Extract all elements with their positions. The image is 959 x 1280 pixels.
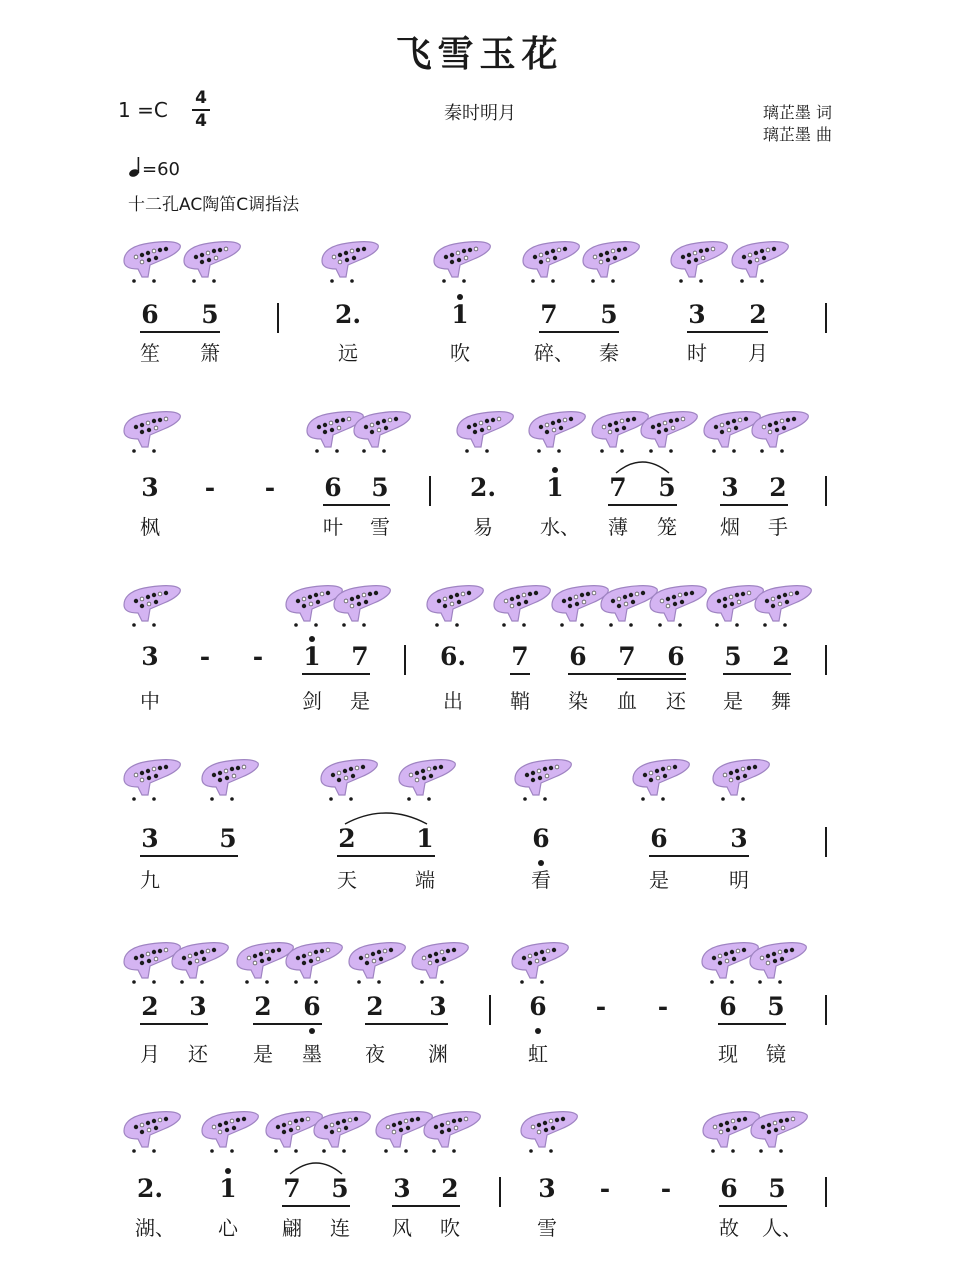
lyric: 月 xyxy=(748,341,768,365)
lyric: 手 xyxy=(768,515,788,539)
lyric: 水、 xyxy=(540,515,580,539)
note: 5 xyxy=(724,642,742,671)
ocarina-fingering-icon xyxy=(453,407,517,459)
ocarina-fingering-icon xyxy=(525,407,589,459)
lyric: 镜 xyxy=(766,1042,786,1066)
note: 2 xyxy=(366,992,384,1021)
beam-underline xyxy=(608,504,677,506)
ocarina-fingering-icon xyxy=(317,755,381,807)
note: 5 xyxy=(201,300,219,329)
ocarina-fingering-icon xyxy=(345,938,409,990)
note: 2 xyxy=(338,824,356,853)
lyricist-credit: 璃芷墨 词 xyxy=(762,103,832,122)
beam-underline xyxy=(720,504,788,506)
lyric: 雪 xyxy=(537,1216,557,1240)
ocarina-fingering-icon xyxy=(430,237,494,289)
lyric: 墨 xyxy=(302,1042,322,1066)
hold-dash: - xyxy=(252,642,264,671)
bar-line xyxy=(825,303,827,333)
ocarina-fingering-icon xyxy=(646,581,710,633)
lyric: 故 xyxy=(719,1216,739,1240)
beam-underline xyxy=(719,1205,787,1207)
note: 1 xyxy=(303,642,321,671)
lyric: 叶 xyxy=(323,515,343,539)
beam-underline xyxy=(718,1023,786,1025)
ocarina-fingering-icon xyxy=(517,1107,581,1159)
bar-line xyxy=(825,476,827,506)
beam-underline xyxy=(568,673,686,675)
ocarina-fingering-icon xyxy=(282,938,346,990)
lyric: 吹 xyxy=(440,1216,460,1240)
note: 5 xyxy=(600,300,618,329)
ocarina-fingering-icon xyxy=(330,581,394,633)
beam-underline xyxy=(140,1023,208,1025)
lyric: 是 xyxy=(723,689,743,713)
bar-line xyxy=(825,645,827,675)
ocarina-fingering-icon xyxy=(746,938,810,990)
beam-underline xyxy=(337,855,435,857)
note: 5 xyxy=(331,1174,349,1203)
tempo-marking xyxy=(128,156,180,180)
note: 7 xyxy=(511,642,529,671)
lyric: 月 xyxy=(140,1042,160,1066)
lyric: 笙 xyxy=(140,341,160,365)
lyric: 人、 xyxy=(762,1216,802,1240)
note: 3 xyxy=(730,824,748,853)
note: 7 xyxy=(618,642,636,671)
lyric: 虹 xyxy=(528,1042,548,1066)
lyric: 还 xyxy=(666,689,686,713)
lyric: 远 xyxy=(338,341,358,365)
lyric: 秦 xyxy=(599,341,619,365)
time-signature-top: 4 xyxy=(195,88,207,108)
beam-underline xyxy=(140,855,238,857)
lyric: 舞 xyxy=(771,689,791,713)
high-octave-dot xyxy=(225,1168,231,1174)
ocarina-fingering-icon xyxy=(579,237,643,289)
ocarina-fingering-icon xyxy=(120,755,184,807)
beam-underline xyxy=(302,673,370,675)
lyric: 端 xyxy=(415,868,435,892)
note: 6 xyxy=(303,992,321,1021)
note: 3 xyxy=(141,642,159,671)
note: 3 xyxy=(721,473,739,502)
note: 2 xyxy=(769,473,787,502)
beam-underline xyxy=(365,1023,448,1025)
bar-line xyxy=(825,995,827,1025)
note: 5 xyxy=(658,473,676,502)
bar-line xyxy=(499,1177,501,1207)
lyric: 心 xyxy=(218,1216,238,1240)
lyric: 湖、 xyxy=(135,1216,175,1240)
note: 2 xyxy=(254,992,272,1021)
note: 6 xyxy=(529,992,547,1021)
note: 1 xyxy=(451,300,469,329)
note: 3 xyxy=(429,992,447,1021)
hold-dash: - xyxy=(595,992,607,1021)
lyric: 九 xyxy=(140,868,160,892)
song-title: 飞雪玉花 xyxy=(395,34,564,75)
note: 2. xyxy=(469,473,497,502)
composer-credit: 璃芷墨 曲 xyxy=(762,125,832,144)
note: 5 xyxy=(767,992,785,1021)
note: 7 xyxy=(283,1174,301,1203)
note: 6 xyxy=(667,642,685,671)
note: 6 xyxy=(719,992,737,1021)
ocarina-fingering-icon xyxy=(420,1107,484,1159)
ocarina-fingering-icon xyxy=(728,237,792,289)
note: 2. xyxy=(334,300,362,329)
lyric: 明 xyxy=(729,868,749,892)
lyric: 风 xyxy=(392,1216,412,1240)
lyric: 中 xyxy=(140,689,160,713)
note: 5 xyxy=(371,473,389,502)
key-signature: 1 =C xyxy=(118,98,168,122)
high-octave-dot xyxy=(309,636,315,642)
lyric: 雪 xyxy=(370,515,390,539)
note: 1 xyxy=(219,1174,237,1203)
lyric: 剑 xyxy=(302,689,322,713)
bar-line xyxy=(825,827,827,857)
ocarina-fingering-icon xyxy=(508,938,572,990)
ocarina-fingering-icon xyxy=(350,407,414,459)
note: 6 xyxy=(650,824,668,853)
hold-dash: - xyxy=(199,642,211,671)
slur-arc xyxy=(342,806,430,826)
beam-underline xyxy=(323,504,390,506)
high-octave-dot xyxy=(552,467,558,473)
note: 5 xyxy=(768,1174,786,1203)
ocarina-fingering-icon xyxy=(667,237,731,289)
bar-line xyxy=(825,1177,827,1207)
lyric: 箫 xyxy=(200,341,220,365)
note: 6. xyxy=(439,642,467,671)
lyric: 现 xyxy=(718,1042,738,1066)
time-signature xyxy=(190,88,212,132)
note: 6 xyxy=(720,1174,738,1203)
lyric: 吹 xyxy=(450,341,470,365)
bar-line xyxy=(277,303,279,333)
time-signature-bottom: 4 xyxy=(195,111,207,131)
hold-dash: - xyxy=(660,1174,672,1203)
ocarina-fingering-icon xyxy=(180,237,244,289)
note: 5 xyxy=(219,824,237,853)
low-octave-dot xyxy=(535,1028,541,1034)
beam-underline xyxy=(253,1023,322,1025)
lyric: 是 xyxy=(649,868,669,892)
lyric: 连 xyxy=(330,1216,350,1240)
slur-arc xyxy=(613,455,672,475)
ocarina-fingering-icon xyxy=(198,755,262,807)
ocarina-fingering-icon xyxy=(490,581,554,633)
note: 7 xyxy=(351,642,369,671)
subtitle: 秦时明月 xyxy=(444,103,516,124)
note: 6 xyxy=(569,642,587,671)
ocarina-fingering-icon xyxy=(637,407,701,459)
ocarina-fingering-icon xyxy=(310,1107,374,1159)
lyric: 看 xyxy=(531,868,551,892)
lyric: 枫 xyxy=(140,515,160,539)
beam-underline xyxy=(649,855,749,857)
beam-underline xyxy=(282,1205,350,1207)
note: 2 xyxy=(441,1174,459,1203)
note: 3 xyxy=(141,824,159,853)
quarter-note-icon xyxy=(128,156,142,178)
ocarina-fingering-icon xyxy=(120,1107,184,1159)
fingering-label: 十二孔AC陶笛C调指法 xyxy=(128,195,300,215)
ocarina-fingering-icon xyxy=(511,755,575,807)
note: 3 xyxy=(688,300,706,329)
ocarina-fingering-icon xyxy=(629,755,693,807)
hold-dash: - xyxy=(264,473,276,502)
note: 1 xyxy=(416,824,434,853)
note: 1 xyxy=(546,473,564,502)
lyric: 薄 xyxy=(608,515,628,539)
beam-underline xyxy=(392,1205,460,1207)
ocarina-fingering-icon xyxy=(519,237,583,289)
ocarina-fingering-icon xyxy=(751,581,815,633)
note: 2. xyxy=(136,1174,164,1203)
lyric: 是 xyxy=(253,1042,273,1066)
note: 3 xyxy=(189,992,207,1021)
note: 3 xyxy=(538,1174,556,1203)
ocarina-fingering-icon xyxy=(120,237,184,289)
lyric: 天 xyxy=(337,868,357,892)
ocarina-fingering-icon xyxy=(748,407,812,459)
lyric: 血 xyxy=(617,689,637,713)
note: 6 xyxy=(532,824,550,853)
beam-underline xyxy=(140,331,220,333)
bar-line xyxy=(489,995,491,1025)
lyric: 易 xyxy=(473,515,493,539)
note: 2 xyxy=(772,642,790,671)
ocarina-fingering-icon xyxy=(120,407,184,459)
lyric: 染 xyxy=(568,689,588,713)
ocarina-fingering-icon xyxy=(120,581,184,633)
lyric: 烟 xyxy=(720,515,740,539)
ocarina-fingering-icon xyxy=(168,938,232,990)
ocarina-fingering-icon xyxy=(198,1107,262,1159)
ocarina-fingering-icon xyxy=(747,1107,811,1159)
ocarina-fingering-icon xyxy=(395,755,459,807)
low-octave-dot xyxy=(309,1028,315,1034)
lyric: 翩 xyxy=(282,1216,302,1240)
ocarina-fingering-icon xyxy=(709,755,773,807)
lyric: 碎、 xyxy=(534,341,574,365)
beam-underline xyxy=(723,673,791,675)
hold-dash: - xyxy=(657,992,669,1021)
ocarina-fingering-icon xyxy=(408,938,472,990)
note: 3 xyxy=(141,473,159,502)
high-octave-dot xyxy=(457,294,463,300)
lyric: 笼 xyxy=(657,515,677,539)
note: 7 xyxy=(540,300,558,329)
note: 6 xyxy=(324,473,342,502)
beam-underline xyxy=(510,673,530,675)
note: 6 xyxy=(141,300,159,329)
lyric: 渊 xyxy=(428,1042,448,1066)
note: 3 xyxy=(393,1174,411,1203)
lyric: 是 xyxy=(350,689,370,713)
lyric: 夜 xyxy=(365,1042,385,1066)
ocarina-fingering-icon xyxy=(423,581,487,633)
tempo-value: =60 xyxy=(142,159,180,180)
bar-line xyxy=(404,645,406,675)
slur-arc xyxy=(287,1156,345,1176)
note: 7 xyxy=(609,473,627,502)
hold-dash: - xyxy=(599,1174,611,1203)
beam-underline xyxy=(687,331,768,333)
beam-underline-double xyxy=(617,678,686,680)
lyric: 出 xyxy=(443,689,463,713)
hold-dash: - xyxy=(204,473,216,502)
lyric: 还 xyxy=(188,1042,208,1066)
lyric: 鞘 xyxy=(510,689,530,713)
note: 2 xyxy=(141,992,159,1021)
beam-underline xyxy=(539,331,619,333)
lyric: 时 xyxy=(687,341,707,365)
note: 2 xyxy=(749,300,767,329)
ocarina-fingering-icon xyxy=(318,237,382,289)
bar-line xyxy=(429,476,431,506)
